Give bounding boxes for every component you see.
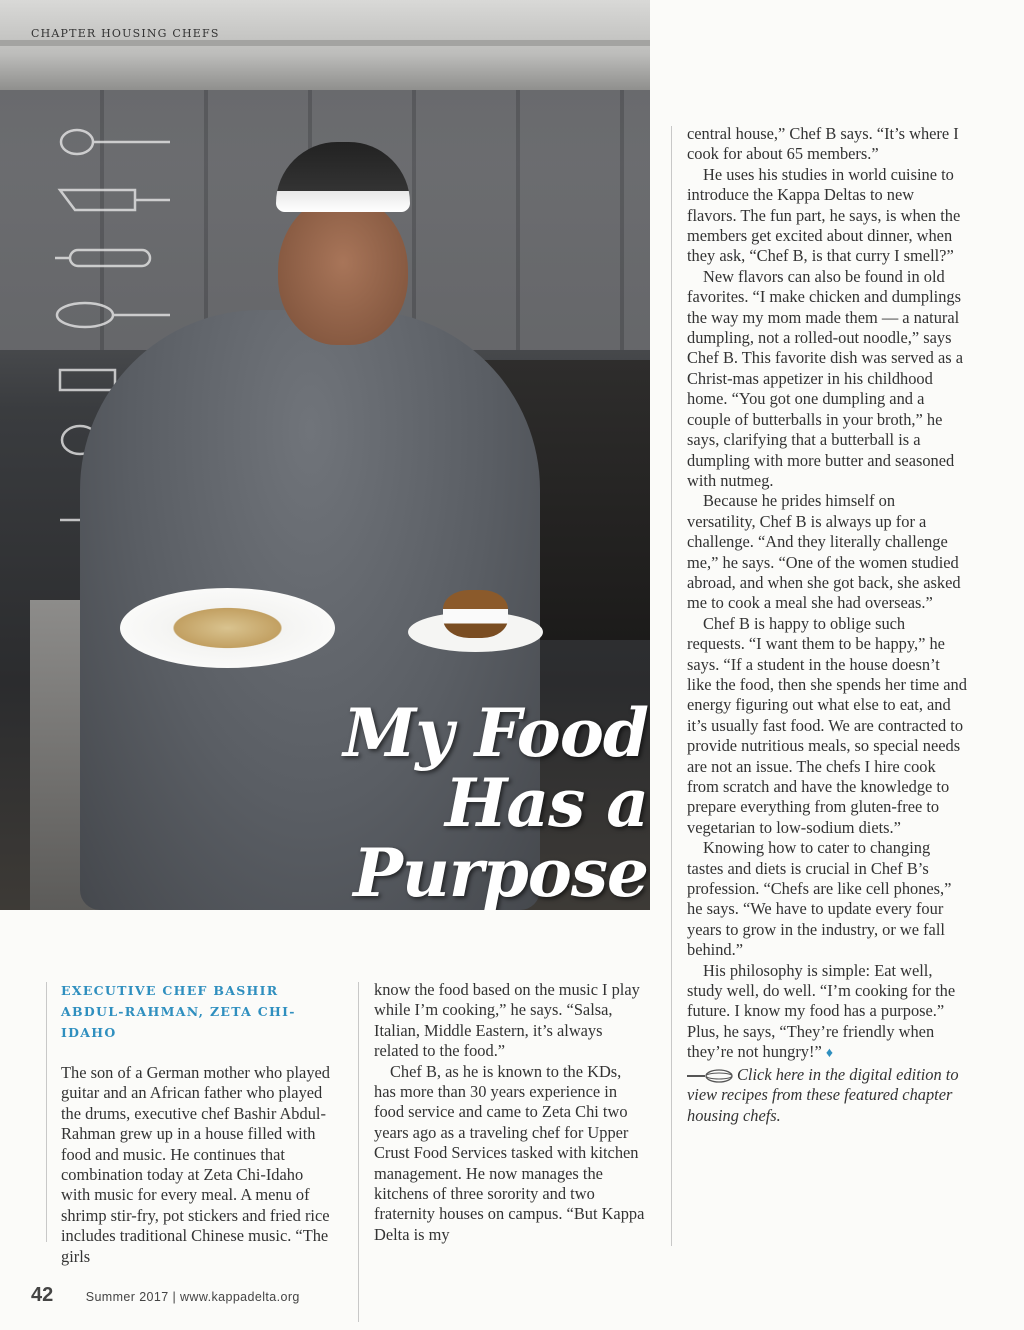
footer-text: Summer 2017 | www.kappadelta.org — [85, 1290, 300, 1304]
column-rule — [46, 982, 47, 1242]
section-tag: CHAPTER HOUSING CHEFS — [31, 27, 220, 40]
paragraph: He uses his studies in world cuisine to introduce the Kappa Deltas to new flavors. The fun part, he says, is when the members get excited about dinner, when they ask, “Chef B, is that curry I smell?” — [687, 164, 961, 266]
paragraph: Chef B, as he is known to the KDs, has more than 30 years experience in food service and came to Zeta Chi two years ago as a traveling chef for Upper Crust Food Services tasked with kitchen management. He now manages the kitchens of three sorority and two fraternity houses on campus. “But Kappa Delta is my — [374, 1061, 645, 1244]
paragraph: Knowing how to cater to changing tastes and diets is crucial in Chef B’s profession. “Chefs are like cell phones,” he says. “We have to update every four years to grow in the industry, or we fall behind.” — [687, 838, 952, 960]
dinner-plate — [120, 588, 335, 668]
paragraph: Chef B is happy to oblige such requests. “I want them to be happy,” he says. “If a student in the house doesn’t like the food, then she spends her time and energy figuring out what else to eat, and it’s usually fast food. We are contracted to provide nutritious meals, so special needs are not an issue. The chefs I hire cook from scratch and have the knowledge to prepare everything from gluten-free to vegetarian to low-sodium diets.” — [687, 613, 967, 837]
article-column-3 — [687, 124, 967, 1126]
page-number: 42 — [31, 1284, 54, 1306]
paragraph: Because he prides himself on versatility, Chef B is always up for a challenge. “And they literally challenge me,” he says. “One of the women studied abroad, and when she got back, she asked me to cook a meal she had overseas.” — [687, 491, 961, 613]
whisk-icon — [687, 1069, 733, 1083]
chef-photo — [0, 0, 650, 910]
paragraph: The son of a German mother who played guitar and an African father who played the drums, executive chef Bashir Abdul-Rahman grew up in a house filled with food and music. He continues that combination today at Zeta Chi-Idaho with music for every meal. A menu of shrimp stir-fry, pot stickers and fried rice includes traditional Chinese music. “The girls — [61, 1063, 330, 1266]
paragraph-final: His philosophy is simple: Eat well, study well, do well. “I’m cooking for the future. I know my food has a purpose.” Plus, he says, “They’re friendly when they’re not hungry!” ♦ — [687, 960, 956, 1062]
paragraph: know the food based on the music I play while I’m cooking,” he says. “Salsa, Italian, Middle Eastern, it’s always related to the food.” — [374, 980, 640, 1061]
chef-face — [278, 195, 408, 345]
column-rule — [671, 126, 672, 1246]
headline: My Food Has a Purpose — [343, 694, 648, 910]
column-rule — [358, 982, 359, 1322]
paragraph: New flavors can also be found in old favorites. “I make chicken and dumplings the way my mom made them — a natural dumpling, not a rolled-out noodle,” says Chef B. This favorite dish was served as a Christ-mas appetizer in his childhood home. “You got one dumpling and a couple of butterballs in your broth,” he says, clarifying that a butterball is a dumpling with more butter and seasoned with nutmeg. — [687, 266, 963, 490]
article-column-2 — [374, 980, 646, 1245]
ice-cream-sandwich — [443, 590, 508, 638]
diamond-icon: ♦ — [825, 1046, 833, 1062]
byline: EXECUTIVE CHEF BASHIR ABDUL-RAHMAN, ZETA CHI-IDAHO — [61, 983, 296, 1040]
digital-edition-link[interactable]: Click here in the digital edition to view recipes from these featured chapter housing chefs. — [687, 1064, 959, 1125]
article-column-1 — [61, 980, 336, 1267]
paragraph: central house,” Chef B says. “It’s where I cook for about 65 members.” — [687, 124, 959, 164]
page-footer — [31, 1284, 300, 1307]
